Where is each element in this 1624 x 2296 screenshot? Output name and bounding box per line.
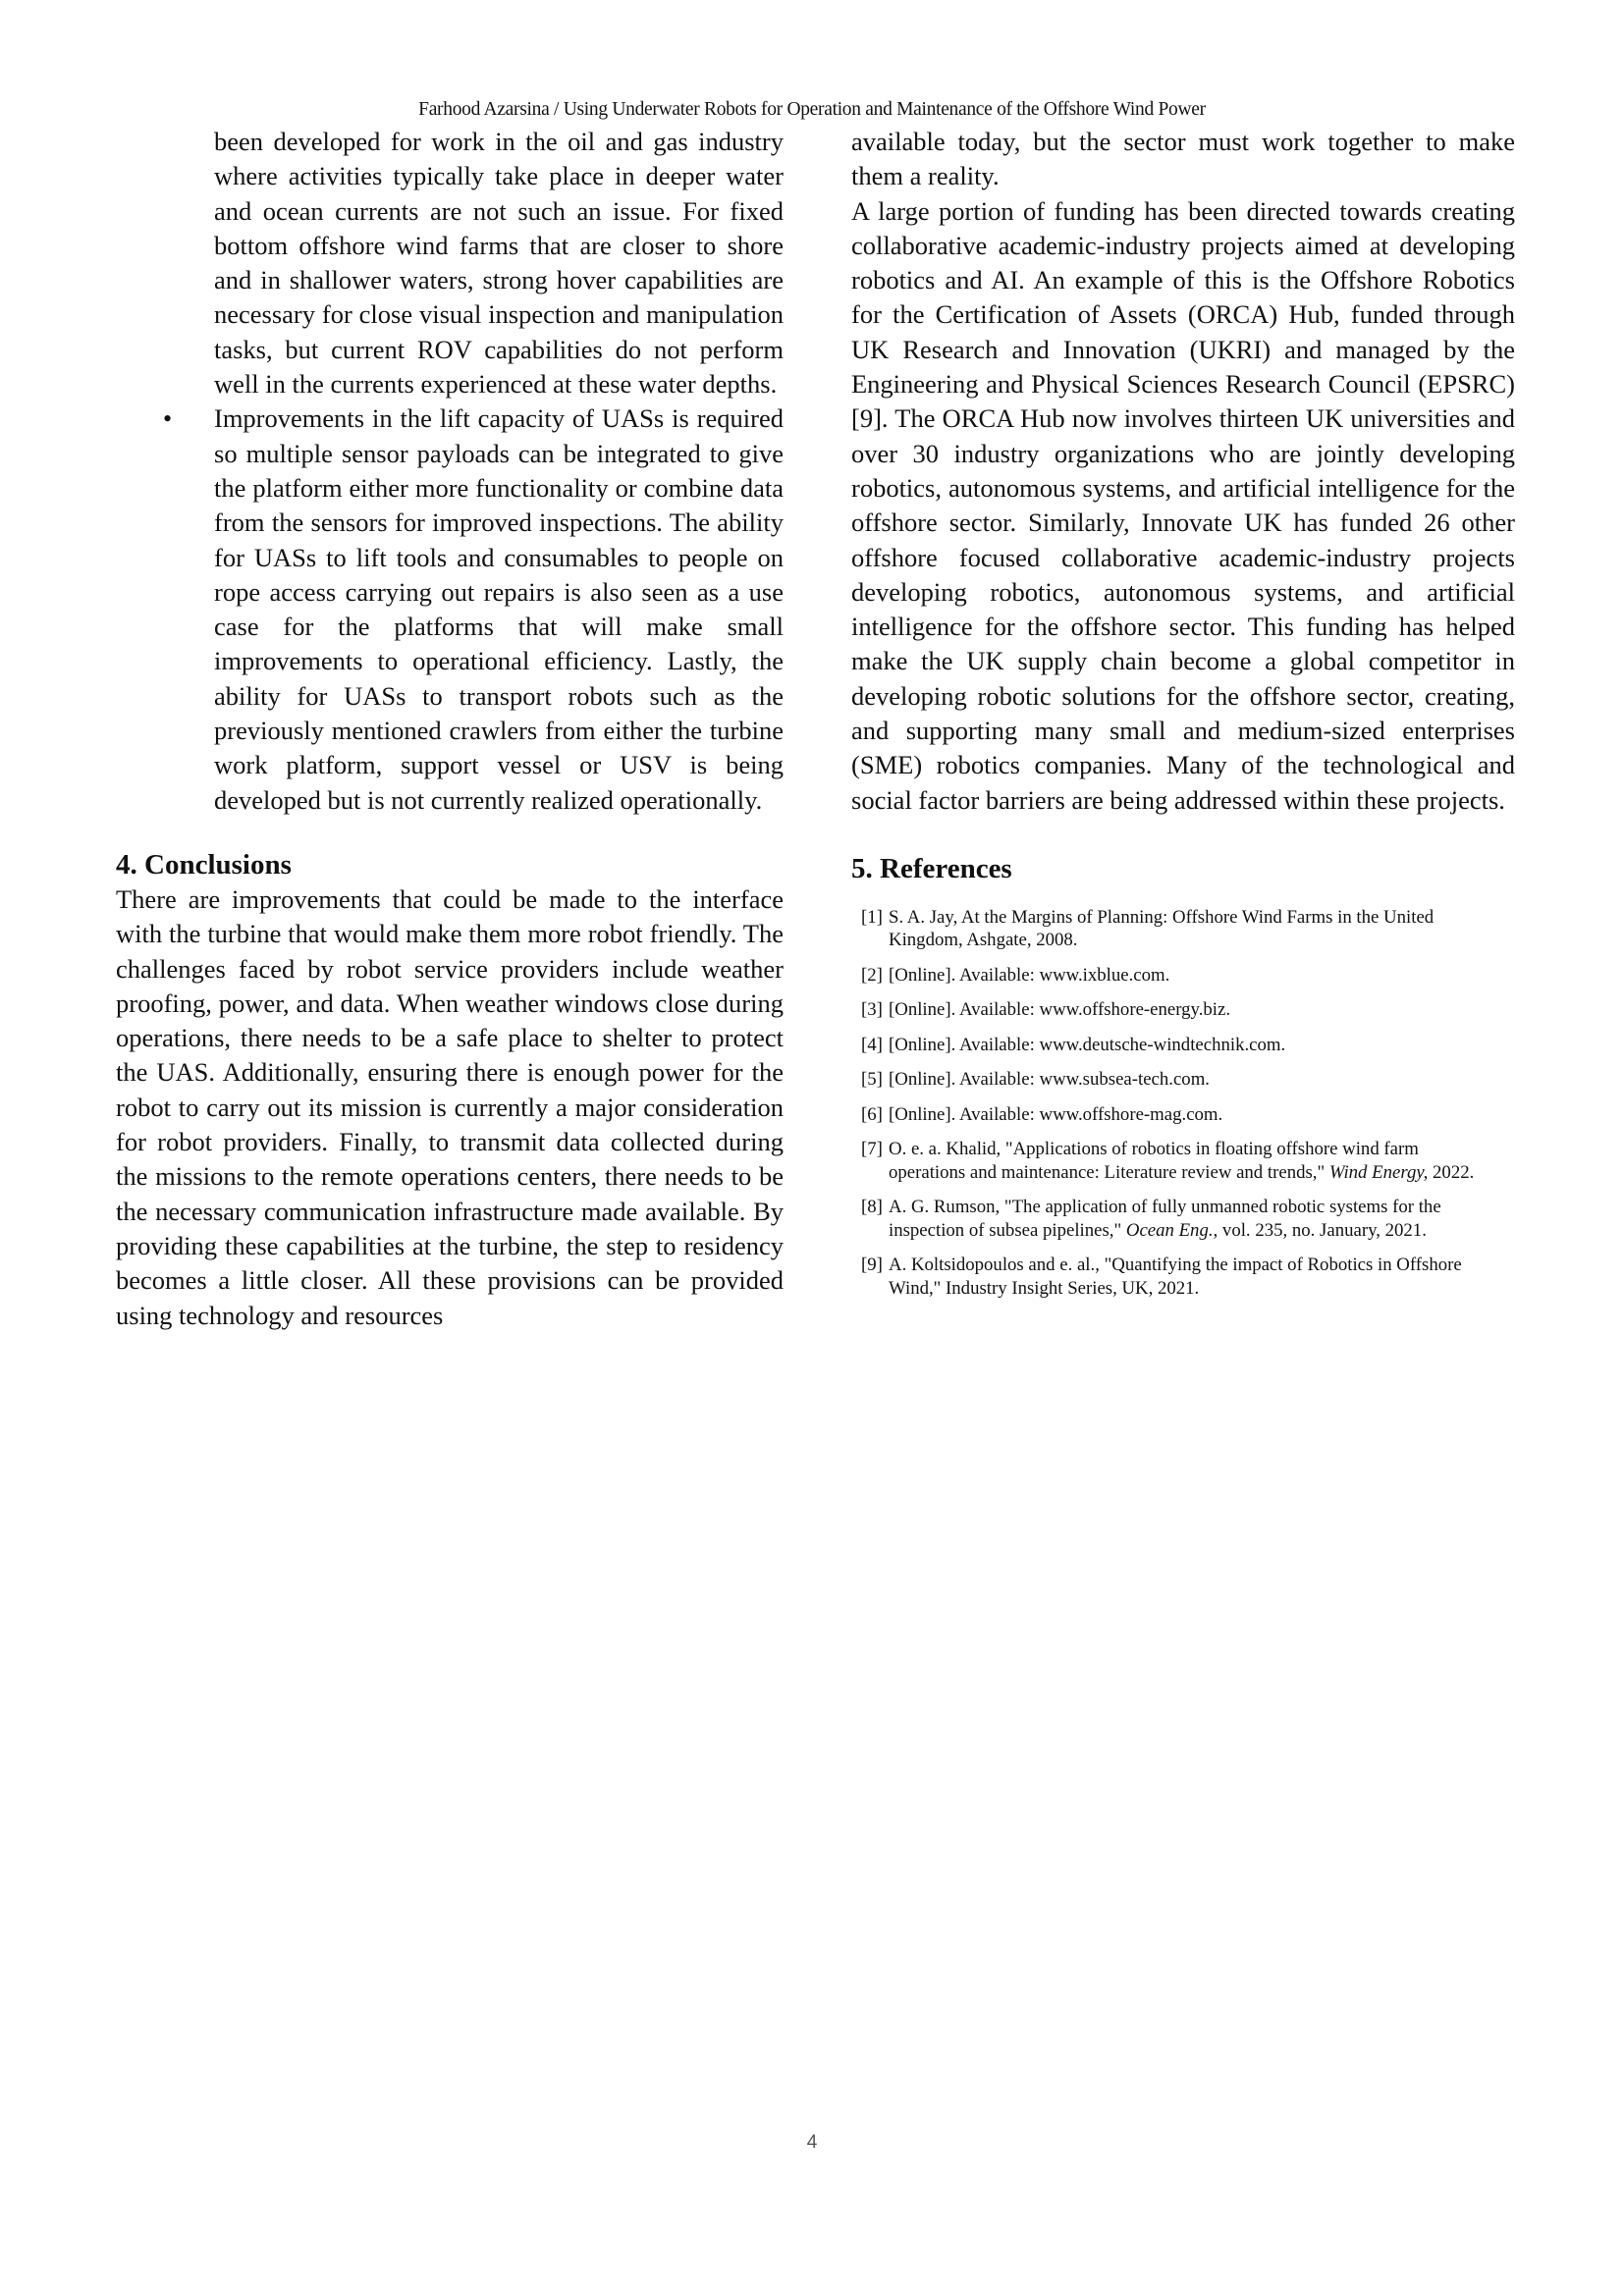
reference-item: [851, 1068, 1515, 1092]
reference-number: [5]: [861, 1069, 883, 1091]
reference-number: [3]: [861, 999, 883, 1021]
bullet-list: [116, 125, 784, 818]
left-column: [116, 125, 784, 1333]
reference-number: [2]: [861, 964, 883, 986]
reference-text: [Online]. Available: www.deutsche-windtechnik.com.: [889, 1034, 1286, 1055]
reference-number: [6]: [861, 1103, 883, 1125]
reference-number: [1]: [861, 906, 883, 928]
reference-list: [851, 906, 1515, 1301]
reference-text: [Online]. Available: www.offshore-mag.com.: [889, 1103, 1223, 1125]
reference-text: [Online]. Available: www.ixblue.com.: [889, 964, 1170, 986]
reference-item: [851, 998, 1515, 1022]
reference-item: [851, 1103, 1515, 1127]
reference-suffix: vol. 235, no. January, 2021.: [1218, 1219, 1427, 1241]
reference-text: O. e. a. Khalid, "Applications of robotics in floating offshore wind farm operations and maintenance: Literature review and trends,": [889, 1139, 1419, 1183]
reference-text: A. G. Rumson, "The application of fully unmanned robotic systems for the inspection of subsea pipelines,": [889, 1197, 1441, 1241]
reference-text: A. Koltsidopoulos and e. al., "Quantifying the impact of Robotics in Offshore Wind," Industry Insight Series, UK, 2021.: [889, 1255, 1462, 1299]
reference-suffix: 2022.: [1428, 1161, 1475, 1183]
reference-item: [851, 1138, 1515, 1184]
reference-item: [851, 964, 1515, 988]
reference-item: [851, 1196, 1515, 1242]
funding-paragraph: A large portion of funding has been directed towards creating collaborative academic-industry projects aimed at developing robotics and AI. An example of this is the Offshore Robotics for the Certification of Assets (ORCA) Hub, funded through UK Research and Innovation (UKRI) and managed by the Engineering and Physical Sciences Research Council (EPSRC) [9]. The ORCA Hub now involves thirteen UK universities and over 30 industry organizations who are jointly developing robotics, autonomous systems, and artificial intelligence for the offshore sector. Similarly, Innovate UK has funded 26 other offshore focused collaborative academic-industry projects developing robotics, autonomous systems, and artificial intelligence for the offshore sector. This funding has helped make the UK supply chain become a global competitor in developing robotic solutions for the offshore sector, creating, and supporting many small and medium-sized enterprises (SME) robotics companies. Many of the technological and social factor barriers are being addressed within these projects.: [851, 195, 1515, 815]
reference-number: [9]: [861, 1255, 883, 1276]
bullet-continuation: been developed for work in the oil and gas industry where activities typically take place in deeper water and ocean currents are not such an issue. For fixed bottom offshore wind farms that are closer to shore and in shallower waters, strong hover capabilities are necessary for close visual inspection and manipulation tasks, but current ROV capabilities do not perform well in the currents experienced at these water depths.: [214, 127, 784, 400]
reference-text: [Online]. Available: www.offshore-energy.biz.: [889, 999, 1231, 1021]
bullet-item: [163, 401, 784, 818]
reference-item: [851, 1254, 1515, 1300]
bullet-icon: •: [163, 404, 173, 434]
page-number: 4: [806, 2132, 818, 2153]
right-column: [851, 125, 1515, 1311]
reference-journal: Ocean Eng.,: [1125, 1219, 1218, 1241]
reference-text: S. A. Jay, At the Margins of Planning: Offshore Wind Farms in the United Kingdom, Ashgate, 2008.: [889, 906, 1435, 951]
section-title-conclusions: 4. Conclusions: [116, 848, 292, 881]
reference-number: [7]: [861, 1139, 883, 1160]
reference-item: [851, 906, 1515, 952]
conclusions-paragraph: There are improvements that could be made to the interface with the turbine that would make them more robot friendly. The challenges faced by robot service providers include weather proofing, power, and data. When weather windows close during operations, there needs to be a safe place to shelter to protect the UAS. Additionally, ensuring there is enough power for the robot to carry out its mission is currently a major consideration for robot providers. Finally, to transmit data collected during the missions to the remote operations centers, there needs to be the necessary communication infrastructure made available. By providing these capabilities at the turbine, the step to residency becomes a little closer. All these provisions can be provided using technology and resources: [116, 883, 784, 1330]
running-header: Farhood Azarsina / Using Underwater Robots for Operation and Maintenance of the Offshore Wind Power: [418, 99, 1206, 120]
continued-paragraph: available today, but the sector must work together to make them a reality.: [851, 127, 1515, 191]
bullet-text: Improvements in the lift capacity of UASs is required so multiple sensor payloads can be integrated to give the platform either more functionality or combine data from the sensors for improved inspections. The ability for UASs to lift tools and consumables to people on rope access carrying out repairs is also seen as a use case for the platforms that will make small improvements to operational efficiency. Lastly, the ability for UASs to transport robots such as the previously mentioned crawlers from either the turbine work platform, support vessel or USV is being developed but is not currently realized operationally.: [214, 403, 784, 815]
reference-number: [8]: [861, 1197, 883, 1218]
reference-text: [Online]. Available: www.subsea-tech.com.: [889, 1069, 1211, 1091]
reference-journal: Wind Energy,: [1328, 1161, 1429, 1183]
reference-item: [851, 1034, 1515, 1057]
reference-number: [4]: [861, 1034, 883, 1055]
section-title-references: 5. References: [851, 852, 1012, 884]
